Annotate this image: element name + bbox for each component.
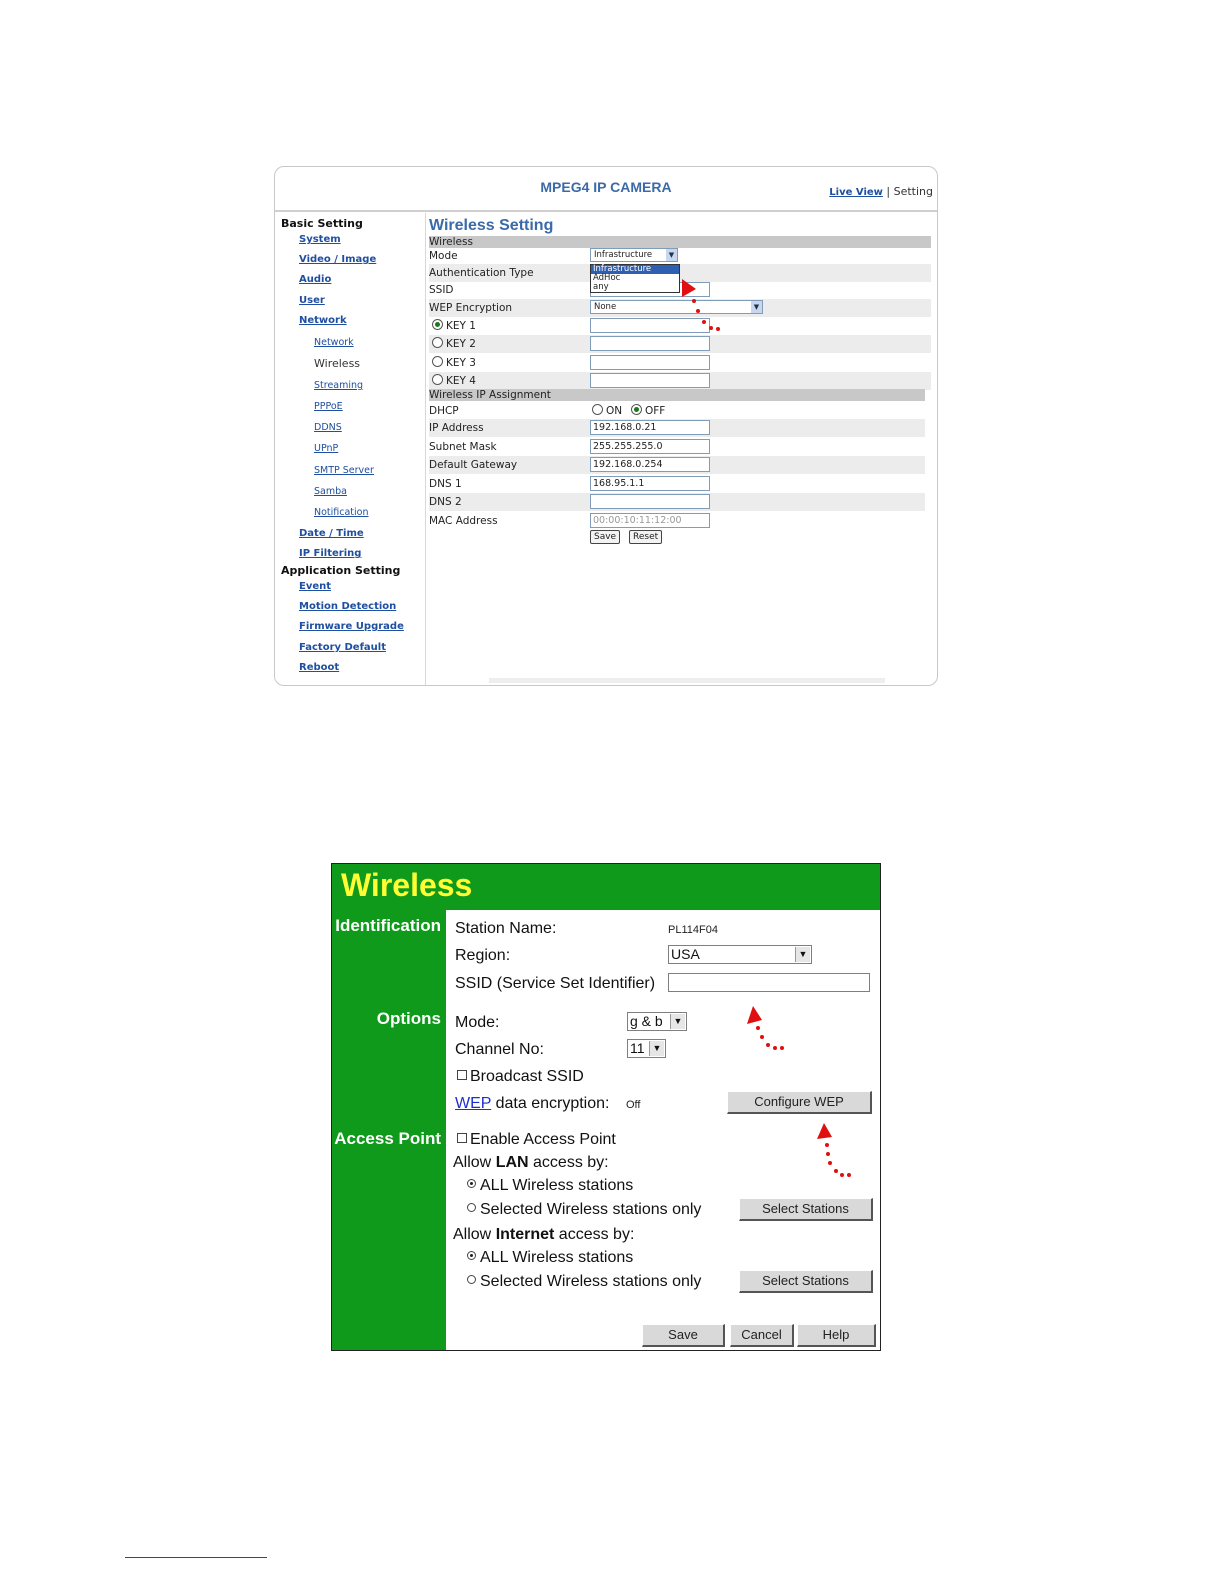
enable-access-point-checkbox[interactable] bbox=[457, 1131, 616, 1149]
mode-label: Mode: bbox=[455, 1014, 500, 1031]
ssid-label: SSID (Service Set Identifier) bbox=[455, 975, 656, 992]
radio-icon bbox=[467, 1275, 476, 1284]
key3-input[interactable] bbox=[590, 355, 710, 370]
radio-icon bbox=[592, 404, 603, 415]
dns1-input[interactable]: 168.95.1.1 bbox=[590, 476, 710, 491]
sidebar-item-reboot[interactable]: Reboot bbox=[299, 662, 340, 673]
sidebar-subitem-streaming[interactable]: Streaming bbox=[314, 380, 364, 391]
broadcast-ssid-checkbox[interactable] bbox=[457, 1068, 584, 1086]
dns1-label: DNS 1 bbox=[429, 478, 462, 490]
allow-internet-label: Allow Internet access by: bbox=[453, 1226, 635, 1243]
dhcp-off-label: OFF bbox=[645, 405, 666, 417]
sidebar-item-ip-filtering[interactable]: IP Filtering bbox=[299, 548, 362, 559]
sidebar-item-factory-default[interactable]: Factory Default bbox=[299, 642, 387, 653]
radio-icon bbox=[467, 1203, 476, 1212]
help-button[interactable]: Help bbox=[797, 1324, 876, 1347]
mode-select-value: Infrastructure bbox=[594, 250, 653, 260]
radio-selected-icon bbox=[631, 404, 642, 415]
key2-label: KEY 2 bbox=[446, 338, 476, 350]
key3-label: KEY 3 bbox=[446, 357, 476, 369]
router-wireless-screenshot bbox=[331, 863, 881, 1351]
mode-option-infrastructure[interactable]: Infrastructure bbox=[591, 265, 679, 274]
checkbox-icon bbox=[457, 1070, 467, 1080]
dns2-row bbox=[429, 493, 925, 511]
ip-address-label: IP Address bbox=[429, 422, 484, 434]
key2-input[interactable] bbox=[590, 336, 710, 351]
sidebar-item-video-image[interactable]: Video / Image bbox=[299, 254, 377, 265]
sidebar-item-date-time[interactable]: Date / Time bbox=[299, 528, 364, 539]
key1-label: KEY 1 bbox=[446, 320, 476, 332]
gateway-row bbox=[429, 456, 925, 474]
configure-wep-button[interactable]: Configure WEP bbox=[727, 1091, 872, 1114]
radio-selected-icon bbox=[432, 319, 443, 330]
key4-row bbox=[429, 372, 931, 390]
mode-option-any[interactable]: any bbox=[593, 282, 609, 292]
sidebar-item-audio[interactable]: Audio bbox=[299, 274, 332, 285]
annotation-arrow-icon bbox=[814, 1121, 858, 1181]
inet-select-stations-button[interactable]: Select Stations bbox=[739, 1270, 873, 1293]
sidebar-item-system[interactable]: System bbox=[299, 234, 341, 245]
sidebar-subitem-smtp-server[interactable]: SMTP Server bbox=[314, 465, 374, 476]
live-view-link[interactable]: Live View bbox=[829, 187, 883, 198]
channel-select-value: 11 bbox=[630, 1040, 645, 1056]
chevron-down-icon: ▼ bbox=[670, 1014, 685, 1029]
camera-sidebar bbox=[275, 213, 426, 685]
annotation-arrow-icon bbox=[676, 275, 726, 335]
sidebar-subitem-pppoe[interactable]: PPPoE bbox=[314, 401, 343, 412]
gateway-label: Default Gateway bbox=[429, 459, 518, 471]
ip-address-input[interactable]: 192.168.0.21 bbox=[590, 420, 710, 435]
dns2-label: DNS 2 bbox=[429, 496, 462, 508]
inet-selected-wireless-radio[interactable] bbox=[467, 1273, 701, 1291]
chevron-down-icon: ▼ bbox=[666, 249, 677, 261]
sidebar-item-user[interactable]: User bbox=[299, 295, 325, 306]
router-title: Wireless bbox=[341, 867, 473, 903]
wep-select-value: None bbox=[594, 302, 617, 312]
page-title: Wireless Setting bbox=[429, 217, 554, 234]
top-links-separator: | bbox=[886, 185, 891, 198]
subnet-mask-label: Subnet Mask bbox=[429, 441, 497, 453]
section-bar-ip-assignment: Wireless IP Assignment bbox=[429, 389, 925, 401]
key4-option[interactable] bbox=[432, 372, 476, 390]
sidebar-item-motion-detection[interactable]: Motion Detection bbox=[299, 601, 397, 612]
key4-label: KEY 4 bbox=[446, 375, 476, 387]
sidebar-subitem-network[interactable]: Network bbox=[314, 337, 354, 348]
setting-link[interactable]: Setting bbox=[893, 185, 933, 198]
mac-row bbox=[429, 512, 931, 530]
radio-icon bbox=[432, 374, 443, 385]
dhcp-label: DHCP bbox=[429, 405, 459, 417]
mode-option-adhoc[interactable]: AdHoc bbox=[593, 273, 621, 283]
camera-header bbox=[275, 167, 937, 212]
enable-access-point-label: Enable Access Point bbox=[470, 1131, 616, 1148]
key3-row bbox=[429, 354, 931, 372]
region-select[interactable] bbox=[668, 945, 812, 964]
radio-icon bbox=[432, 356, 443, 367]
dhcp-row bbox=[429, 402, 931, 420]
wep-row bbox=[455, 1095, 609, 1113]
router-sidebar bbox=[332, 910, 446, 1350]
mode-row bbox=[429, 247, 931, 265]
sidebar-heading-application: Application Setting bbox=[281, 564, 401, 577]
mac-label: MAC Address bbox=[429, 515, 498, 527]
radio-selected-icon bbox=[467, 1179, 476, 1188]
gateway-input[interactable]: 192.168.0.254 bbox=[590, 457, 710, 472]
sidebar-heading-basic: Basic Setting bbox=[281, 217, 363, 230]
station-name-label: Station Name: bbox=[455, 920, 557, 937]
horizontal-scrollbar[interactable] bbox=[489, 678, 885, 683]
lan-all-wireless-label: ALL Wireless stations bbox=[480, 1177, 634, 1194]
ssid-input[interactable] bbox=[668, 973, 870, 992]
lan-select-stations-button[interactable]: Select Stations bbox=[739, 1198, 873, 1221]
lan-selected-wireless-label: Selected Wireless stations only bbox=[480, 1201, 702, 1218]
router-header bbox=[332, 864, 880, 910]
camera-title: MPEG4 IP CAMERA bbox=[540, 179, 672, 195]
camera-settings-screenshot bbox=[274, 166, 938, 686]
sidebar-subitem-upnp[interactable]: UPnP bbox=[314, 443, 339, 454]
subnet-mask-row bbox=[429, 438, 931, 456]
lan-all-wireless-radio[interactable] bbox=[467, 1177, 633, 1195]
chevron-down-icon: ▼ bbox=[795, 947, 810, 962]
chevron-down-icon: ▼ bbox=[751, 301, 762, 313]
inet-all-wireless-label: ALL Wireless stations bbox=[480, 1249, 634, 1266]
wep-link[interactable]: WEP bbox=[455, 1095, 492, 1112]
wep-data-encryption-label: data encryption: bbox=[491, 1095, 610, 1112]
inet-all-wireless-radio[interactable] bbox=[467, 1249, 633, 1267]
key1-option[interactable] bbox=[432, 317, 476, 335]
side-label-options: Options bbox=[376, 1009, 441, 1028]
reset-button[interactable]: Reset bbox=[629, 530, 662, 544]
mode-select[interactable] bbox=[627, 1012, 687, 1031]
allow-lan-label: Allow LAN access by: bbox=[453, 1154, 609, 1171]
radio-selected-icon bbox=[467, 1251, 476, 1260]
wep-state: Off bbox=[626, 1099, 641, 1111]
sidebar-subitem-ddns[interactable]: DDNS bbox=[314, 422, 342, 433]
camera-buttons-row bbox=[429, 530, 931, 548]
sidebar-subitem-samba[interactable]: Samba bbox=[314, 486, 347, 497]
mode-select[interactable] bbox=[590, 248, 678, 262]
station-name-value: PL114F04 bbox=[668, 924, 718, 936]
channel-label: Channel No: bbox=[455, 1041, 544, 1058]
chevron-down-icon: ▼ bbox=[649, 1041, 664, 1056]
ssid-label: SSID bbox=[429, 284, 454, 296]
key2-option[interactable] bbox=[432, 335, 476, 353]
camera-top-links bbox=[829, 185, 933, 198]
dns1-row bbox=[429, 475, 931, 493]
checkbox-icon bbox=[457, 1133, 467, 1143]
region-label: Region: bbox=[455, 947, 511, 964]
broadcast-ssid-label: Broadcast SSID bbox=[470, 1068, 584, 1085]
dns2-input[interactable] bbox=[590, 494, 710, 509]
mode-select-value: g & b bbox=[630, 1013, 663, 1029]
dhcp-off-option[interactable] bbox=[631, 402, 665, 420]
side-label-identification: Identification bbox=[335, 916, 441, 935]
sidebar-subitem-wireless[interactable]: Wireless bbox=[314, 357, 361, 370]
radio-icon bbox=[432, 337, 443, 348]
ip-address-row bbox=[429, 419, 925, 437]
save-button[interactable]: Save bbox=[590, 530, 620, 544]
subnet-mask-input[interactable]: 255.255.255.0 bbox=[590, 439, 710, 454]
dhcp-on-label: ON bbox=[606, 405, 623, 417]
cancel-button[interactable]: Cancel bbox=[730, 1324, 794, 1347]
region-select-value: USA bbox=[671, 946, 700, 962]
dhcp-on-option[interactable] bbox=[592, 402, 622, 420]
mac-input: 00:00:10:11:12:00 bbox=[590, 513, 710, 528]
section-bar-wireless: Wireless bbox=[429, 236, 931, 248]
wep-label: WEP Encryption bbox=[429, 302, 513, 314]
sidebar-item-network[interactable]: Network bbox=[299, 315, 347, 326]
annotation-arrow-icon bbox=[744, 1004, 788, 1054]
lan-selected-wireless-radio[interactable] bbox=[467, 1201, 701, 1219]
inet-selected-wireless-label: Selected Wireless stations only bbox=[480, 1273, 702, 1290]
save-button[interactable]: Save bbox=[642, 1324, 725, 1347]
sidebar-item-firmware-upgrade[interactable]: Firmware Upgrade bbox=[299, 621, 404, 632]
channel-select[interactable] bbox=[627, 1039, 666, 1058]
sidebar-subitem-notification[interactable]: Notification bbox=[314, 507, 369, 518]
key3-option[interactable] bbox=[432, 354, 476, 372]
mode-dropdown-list bbox=[590, 264, 680, 293]
sidebar-item-event[interactable]: Event bbox=[299, 581, 332, 592]
footnote-divider bbox=[125, 1557, 267, 1558]
key2-row bbox=[429, 335, 931, 353]
auth-type-label: Authentication Type bbox=[429, 267, 534, 279]
side-label-access-point: Access Point bbox=[334, 1129, 441, 1148]
mode-label: Mode bbox=[429, 250, 458, 262]
key4-input[interactable] bbox=[590, 373, 710, 388]
